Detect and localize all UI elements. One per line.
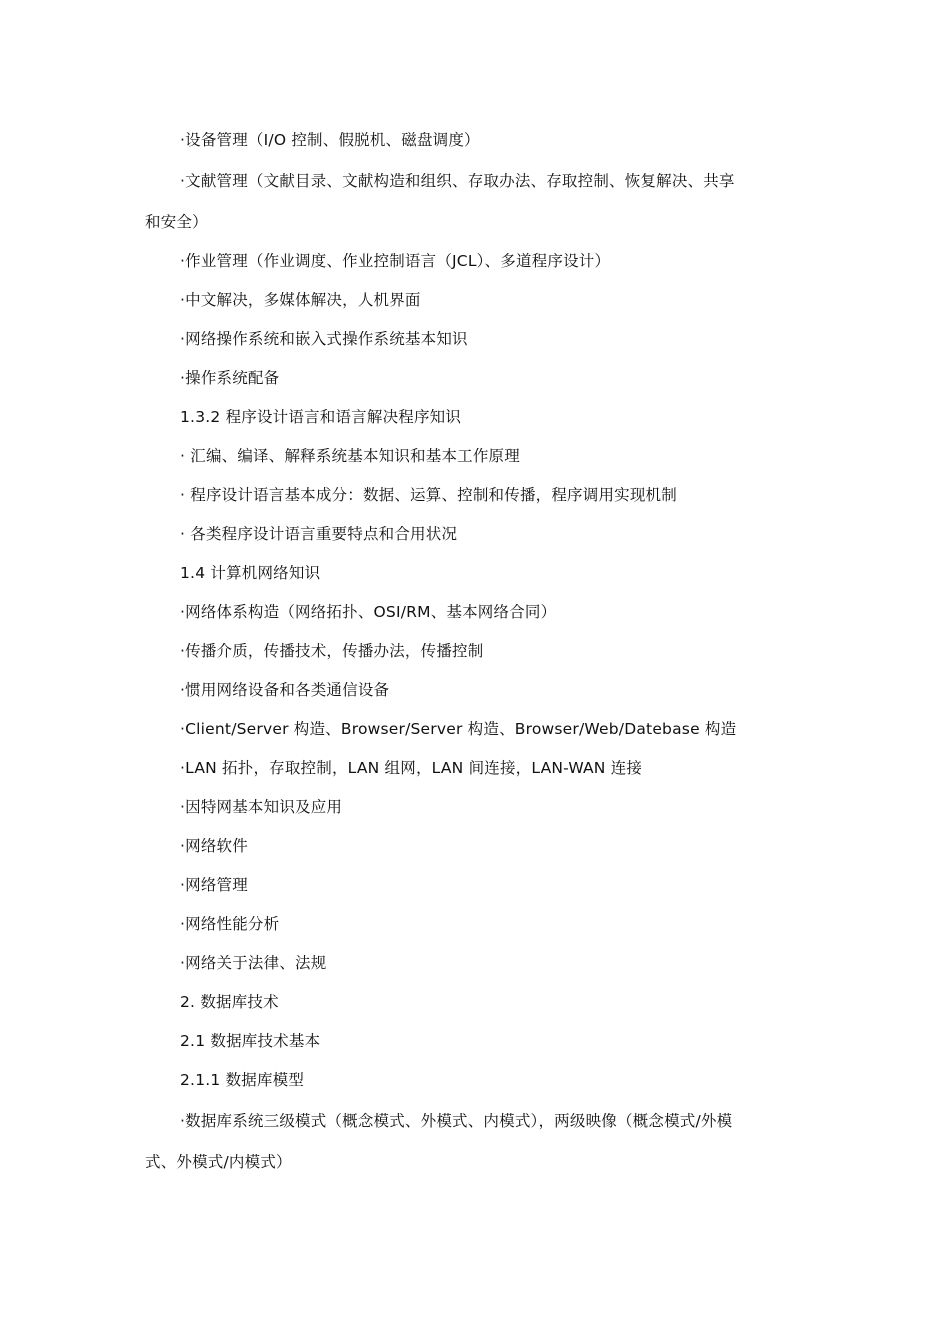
text-line-continuation: 式、外模式/内模式） — [145, 1153, 292, 1171]
text-line: · 汇编、编译、解释系统基本知识和基本工作原理 — [180, 447, 520, 465]
text-line: ·操作系统配备 — [180, 369, 280, 387]
text-line: ·作业管理（作业调度、作业控制语言（JCL）、多道程序设计） — [180, 252, 611, 270]
text-line: ·设备管理（I/O 控制、假脱机、磁盘调度） — [180, 131, 480, 149]
text-line: ·文献管理（文献目录、文献构造和组织、存取办法、存取控制、恢复解决、共享 — [180, 172, 735, 190]
text-line: ·网络关于法律、法规 — [180, 954, 327, 972]
section-heading: 1.4 计算机网络知识 — [180, 564, 321, 582]
text-line: ·Client/Server 构造、Browser/Server 构造、Browser/Web/Datebase 构造 — [180, 720, 737, 738]
text-line: ·网络软件 — [180, 837, 248, 855]
text-line: ·网络管理 — [180, 876, 248, 894]
text-line: ·传播介质，传播技术，传播办法，传播控制 — [180, 642, 484, 660]
text-line: ·网络体系构造（网络拓扑、OSI/RM、基本网络合同） — [180, 603, 557, 621]
text-line: ·LAN 拓扑，存取控制，LAN 组网，LAN 间连接，LAN-WAN 连接 — [180, 759, 643, 777]
document-body — [145, 121, 805, 1182]
text-line: ·网络操作系统和嵌入式操作系统基本知识 — [180, 330, 468, 348]
text-line: · 程序设计语言基本成分：数据、运算、控制和传播，程序调用实现机制 — [180, 486, 677, 504]
text-line: ·因特网基本知识及应用 — [180, 798, 343, 816]
section-heading: 1.3.2 程序设计语言和语言解决程序知识 — [180, 408, 462, 426]
text-line: · 各类程序设计语言重要特点和合用状况 — [180, 525, 458, 543]
text-line: ·网络性能分析 — [180, 915, 280, 933]
text-line: ·中文解决，多媒体解决，人机界面 — [180, 291, 421, 309]
text-line: ·数据库系统三级模式（概念模式、外模式、内模式），两级映像（概念模式/外模 — [180, 1112, 733, 1130]
section-heading: 2.1.1 数据库模型 — [180, 1071, 305, 1089]
text-line-continuation: 和安全） — [145, 213, 208, 231]
section-heading: 2. 数据库技术 — [180, 993, 279, 1011]
section-heading: 2.1 数据库技术基本 — [180, 1032, 321, 1050]
text-line: ·惯用网络设备和各类通信设备 — [180, 681, 390, 699]
